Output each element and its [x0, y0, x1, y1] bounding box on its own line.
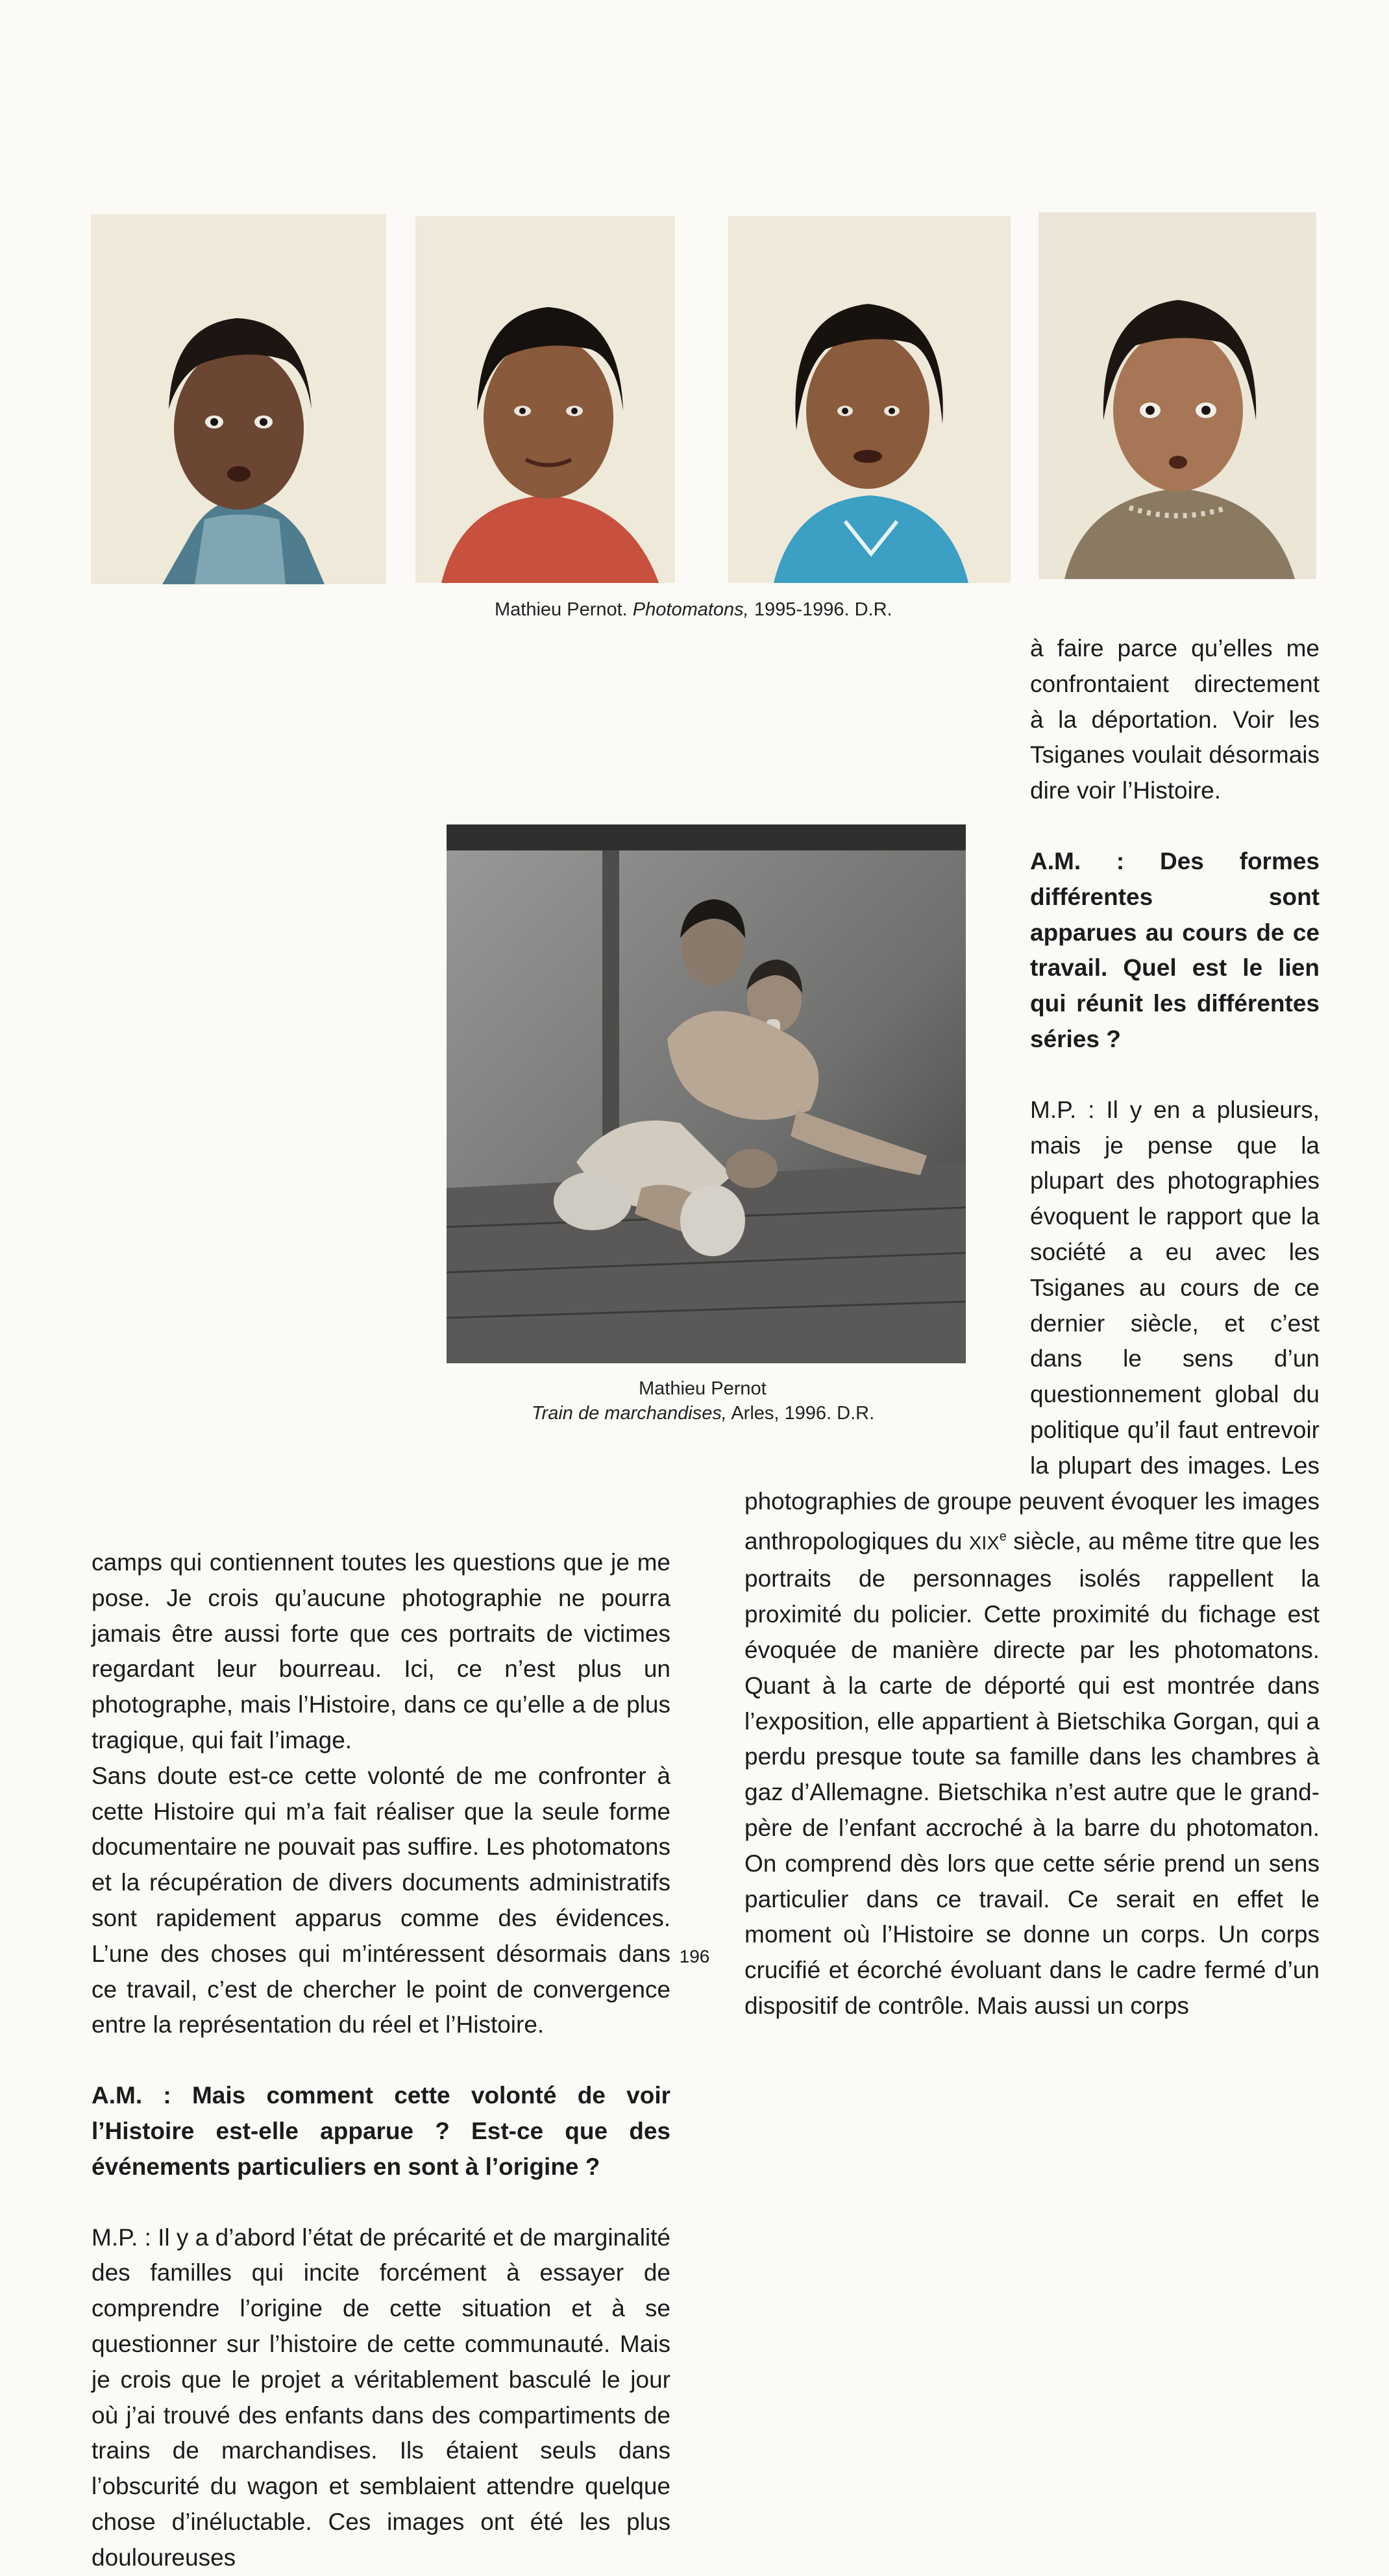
left-paragraph-2: Sans doute est-ce cette volonté de me confronter à cette Histoire qui m’a fait réaliser que la seule forme documentaire ne pouvait pas suffire. Les photomatons et la récupération de divers documents administratifs sont rapidement apparus comme des évidences. L’une des choses qui m’intéressent désormais dans ce travail, c’est de chercher le point de convergence entre la représentation du réel et l’Histoire. [92, 1762, 670, 2038]
caption-author: Mathieu Pernot. [495, 599, 628, 620]
caption-title: Photomatons, [632, 599, 749, 620]
left-column [92, 631, 670, 2576]
photomaton-portrait-3 [728, 216, 1011, 583]
right-column-photo-space [744, 795, 1017, 1473]
photomatons-caption [495, 597, 949, 622]
question-1: A.M. : Des formes différentes sont apparues au cours de ce travail. Quel est le lien qui réunit les différentes séries ? [1030, 847, 1320, 1052]
century-superscript: e [999, 1530, 1007, 1544]
page-number: 196 [679, 1946, 710, 1966]
century-numeral: XIX [968, 1533, 1000, 1554]
caption-title: Train de marchandises, [532, 1403, 727, 1424]
answer-2: M.P. : Il y a d’abord l’état de précarité et de marginalité des familles qui incite forcément à essayer de comprendre l’origine de cette situation et à se questionner sur l’histoire de cette communauté. Mais je crois que le projet a véritablement basculé le jour où j’ai trouvé des enfants dans des compartiments de trains de marchandises. Ils étaient seuls dans l’obscurité du wagon et semblaient attendre quelque chose d’inéluctable. Ces images ont été les plus douloureuses [92, 2223, 670, 2571]
left-column-photo-space [112, 824, 670, 1545]
caption-place-date: Arles, 1996. D.R. [731, 1403, 875, 1424]
photomaton-portrait-2 [415, 216, 675, 583]
answer-1-part-1: M.P. : Il y en a plusieurs, mais je pense que la plupart des photographies évoquent le rapport que la société a eu avec les Tsiganes au cours de ce dernier siècle, et c’est dans le sens d’un questionnement global du politique qu’il faut entrevoir la plupart des images. Les photographies de groupe peuvent évoquer les images anthropologiques du [744, 1096, 1320, 1555]
caption-years: 1995-1996. D.R. [754, 599, 892, 620]
question-2: A.M. : Mais comment cette volonté de voir l’Histoire est-elle apparue ? Est-ce que des événements particuliers en sont à l’origine ? [92, 2082, 670, 2180]
answer-1-part-2: siècle, au même titre que les portraits de personnages isolés rappellent la proximité du policier. Cette proximité du fichage est évoquée de manière directe par les photomatons. Quant à la carte de déporté qui est montrée dans l’exposition, elle appartient à Bietschika Gorgan, qui a perdu presque toute sa famille dans les chambres à gaz d’Allemagne. Bietschika n’est autre que le grand-père de l’enfant accroché à la barre du photomaton. On comprend dès lors que cette série prend un sens particulier dans ce travail. Ce serait en effet le moment où l’Histoire se donne un corps. Un corps crucifié et écorché évoluant dans le cadre fermé d’un dispositif de contrôle. Mais aussi un corps [744, 1528, 1320, 2020]
paragraph-gap [92, 2043, 670, 2078]
left-paragraph-1: camps qui contiennent toutes les questions que je me pose. Je crois qu’aucune photographie ne pourra jamais être aussi forte que ces portraits de victimes regardant leur bourreau. Ici, ce n’est plus un photographe, mais l’Histoire, dans ce qu’elle a de plus tragique, qui fait l’image. [92, 1549, 670, 1753]
photomaton-portrait-1 [91, 214, 386, 584]
right-column [744, 631, 1320, 2024]
caption-author: Mathieu Pernot [639, 1378, 767, 1399]
right-paragraph-1: à faire parce qu’elles me confrontaient directement à la déportation. Voir les Tsiganes voulait désormais dire voir l’Histoire. [1030, 635, 1320, 804]
photomaton-portrait-4 [1039, 212, 1316, 579]
paragraph-gap [92, 2185, 670, 2220]
